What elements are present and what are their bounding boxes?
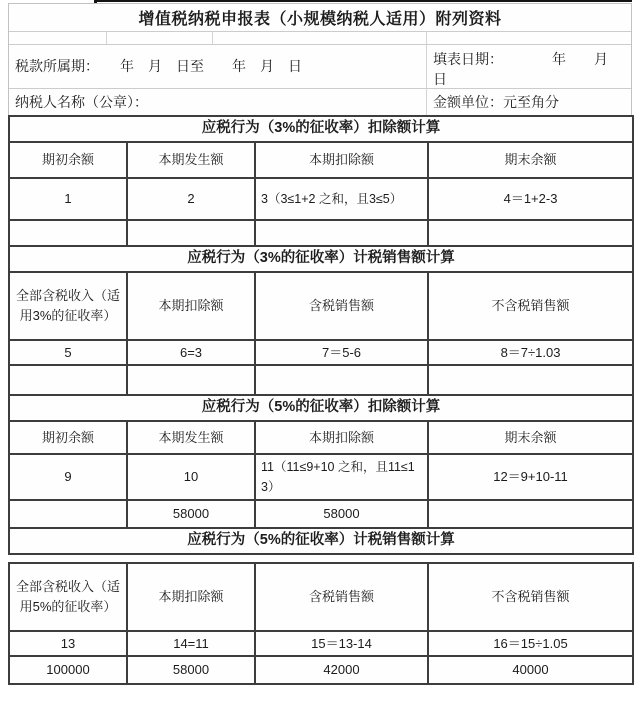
col-header: 全部含税收入（适用5%的征收率） xyxy=(9,563,127,631)
spacer-cell xyxy=(107,32,213,45)
formula-cell: 1 xyxy=(9,178,127,220)
spacer-cell xyxy=(9,32,107,45)
value-row xyxy=(9,365,633,395)
section-title: 应税行为（3%的征收率）计税销售额计算 xyxy=(9,246,633,272)
section-title-row xyxy=(9,528,633,554)
col-header: 本期扣除额 xyxy=(255,421,428,454)
formula-cell: 15＝13-14 xyxy=(255,631,428,657)
column-header-row xyxy=(9,563,633,631)
value-cell: 58000 xyxy=(255,500,428,528)
section-title-row xyxy=(9,246,633,272)
formula-cell: 8＝7÷1.03 xyxy=(428,340,633,366)
spacer-cell xyxy=(427,32,631,45)
formula-cell: 4＝1+2-3 xyxy=(428,178,633,220)
formula-cell: 3（3≤1+2 之和，且3≤5） xyxy=(255,178,428,220)
value-cell xyxy=(255,220,428,246)
formula-cell: 7＝5-6 xyxy=(255,340,428,366)
formula-row xyxy=(9,340,633,366)
formula-row xyxy=(9,178,633,220)
formula-cell: 13 xyxy=(9,631,127,657)
column-header-row xyxy=(9,142,633,178)
value-cell: 40000 xyxy=(428,656,633,684)
section-title: 应税行为（5%的征收率）扣除额计算 xyxy=(9,395,633,421)
formula-cell: 14=11 xyxy=(127,631,255,657)
formula-cell: 5 xyxy=(9,340,127,366)
value-cell xyxy=(9,365,127,395)
header-row-period xyxy=(9,45,631,89)
value-cell xyxy=(428,220,633,246)
value-row xyxy=(9,220,633,246)
value-cell: 100000 xyxy=(9,656,127,684)
formula-cell: 6=3 xyxy=(127,340,255,366)
formula-cell: 11（11≤9+10 之和，且11≤13） xyxy=(255,454,428,500)
value-row xyxy=(9,656,633,684)
value-row xyxy=(9,500,633,528)
form-title: 增值税纳税申报表（小规模纳税人适用）附列资料 xyxy=(9,4,631,32)
formula-cell: 9 xyxy=(9,454,127,500)
value-cell xyxy=(428,500,633,528)
formula-cell: 2 xyxy=(127,178,255,220)
value-cell xyxy=(9,500,127,528)
value-cell: 58000 xyxy=(127,500,255,528)
col-header: 不含税销售额 xyxy=(428,272,633,340)
column-header-row xyxy=(9,272,633,340)
formula-row xyxy=(9,454,633,500)
value-cell: 42000 xyxy=(255,656,428,684)
section-title-row xyxy=(9,395,633,421)
value-cell xyxy=(9,220,127,246)
col-header: 本期发生额 xyxy=(127,142,255,178)
value-cell xyxy=(428,365,633,395)
spacer-cell xyxy=(213,32,427,45)
col-header: 含税销售额 xyxy=(255,563,428,631)
header-spacer-row xyxy=(9,32,631,45)
col-header: 含税销售额 xyxy=(255,272,428,340)
col-header: 期初余额 xyxy=(9,421,127,454)
col-header: 本期扣除额 xyxy=(255,142,428,178)
section-title: 应税行为（3%的征收率）扣除额计算 xyxy=(9,116,633,142)
formula-cell: 10 xyxy=(127,454,255,500)
amount-unit-label: 金额单位：元至角分 xyxy=(433,93,559,110)
col-header: 不含税销售额 xyxy=(428,563,633,631)
section4-table xyxy=(8,562,634,686)
scan-artifact-top-line xyxy=(95,0,632,2)
col-header: 本期发生额 xyxy=(127,421,255,454)
section-title: 应税行为（5%的征收率）计税销售额计算 xyxy=(9,528,633,554)
value-cell xyxy=(127,220,255,246)
taxpayer-name-field: 纳税人名称（公章）： xyxy=(9,89,427,115)
header-row-taxpayer xyxy=(9,89,631,115)
value-cell: 58000 xyxy=(127,656,255,684)
col-header: 期初余额 xyxy=(9,142,127,178)
formula-cell: 12＝9+10-11 xyxy=(428,454,633,500)
section-title-row xyxy=(9,116,633,142)
form-header xyxy=(8,3,632,115)
formula-cell: 16＝15÷1.05 xyxy=(428,631,633,657)
vat-attachment-form xyxy=(8,3,632,685)
col-header: 本期扣除额 xyxy=(127,272,255,340)
value-cell xyxy=(255,365,428,395)
col-header: 本期扣除额 xyxy=(127,563,255,631)
fill-date-field: 填表日期： 年 月 日 xyxy=(427,45,631,89)
tax-period-field: 税款所属期： 年 月 日至 年 月 日 xyxy=(9,45,427,89)
col-header: 期末余额 xyxy=(428,421,633,454)
col-header: 期末余额 xyxy=(428,142,633,178)
formula-row xyxy=(9,631,633,657)
value-cell xyxy=(127,365,255,395)
main-table xyxy=(8,115,634,555)
col-header: 全部含税收入（适用3%的征收率） xyxy=(9,272,127,340)
column-header-row xyxy=(9,421,633,454)
